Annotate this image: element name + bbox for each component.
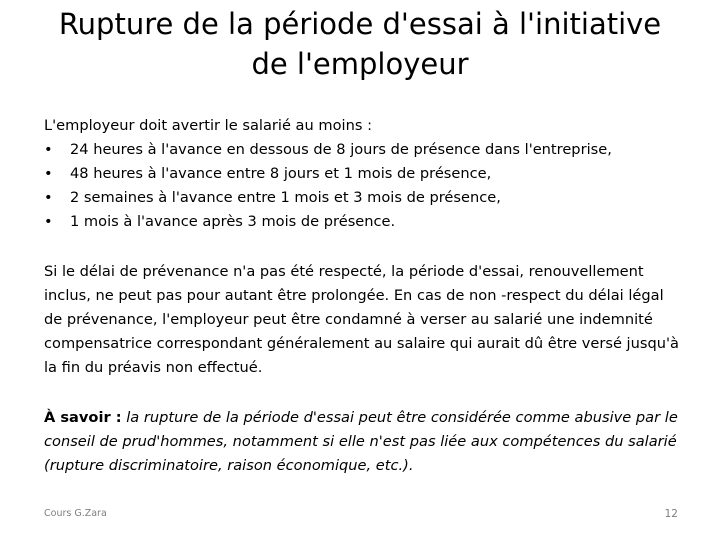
list-item	[44, 138, 684, 162]
note-text: la rupture de la période d'essai peut être considérée comme abusive par le conseil de prud'hommes, notamment si elle n'est pas liée aux compétences du salarié (rupture discriminatoire, raison économique, etc.).	[44, 409, 678, 474]
bullet-icon: •	[44, 141, 53, 158]
slide-title: Rupture de la période d'essai à l'initiative de l'employeur	[58, 7, 662, 81]
bullet-icon: •	[44, 165, 53, 182]
list-item-text: 24 heures à l'avance en dessous de 8 jours de présence dans l'entreprise,	[70, 141, 612, 158]
list-item-text: 2 semaines à l'avance entre 1 mois et 3 mois de présence,	[70, 189, 501, 206]
slide-body	[44, 114, 684, 478]
footer-author: Cours G.Zara	[44, 508, 107, 519]
notice-period-list	[44, 138, 684, 234]
note-paragraph	[44, 406, 684, 478]
list-item	[44, 186, 684, 210]
intro-text: L'employeur doit avertir le salarié au moins :	[44, 117, 372, 134]
note-label: À savoir :	[44, 409, 122, 426]
page-number: 12	[664, 508, 678, 520]
bullet-icon: •	[44, 213, 53, 230]
list-item-text: 1 mois à l'avance après 3 mois de présence.	[70, 213, 396, 230]
list-item-text: 48 heures à l'avance entre 8 jours et 1 mois de présence,	[70, 165, 492, 182]
list-item	[44, 162, 684, 186]
bullet-icon: •	[44, 189, 53, 206]
body-paragraph: Si le délai de prévenance n'a pas été respecté, la période d'essai, renouvellement inclus, ne peut pas pour autant être prolongée. En cas de non -respect du délai légal de prévenance, l'employeur peut être condamné à verser au salarié une indemnité compensatrice correspondant généralement au salaire qui aurait dû être versé jusqu'à la fin du préavis non effectué.	[44, 263, 679, 376]
list-item	[44, 210, 684, 234]
